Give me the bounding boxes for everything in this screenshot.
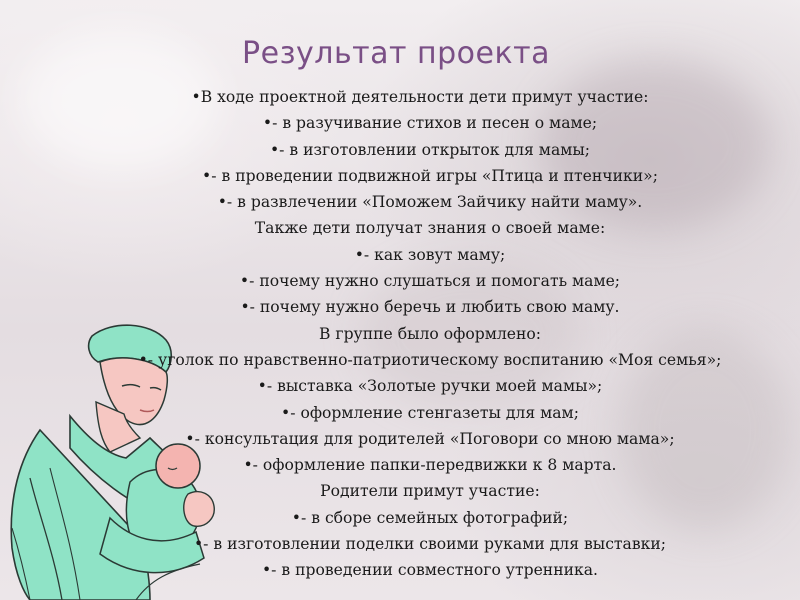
text-line: •- в разучивание стихов и песен о маме; xyxy=(262,114,598,133)
text-line: •- почему нужно беречь и любить свою маму. xyxy=(240,298,620,317)
slide-title-text: Результат проекта xyxy=(242,36,550,71)
text-line: •- консультация для родителей «Поговори со мною мама»; xyxy=(185,429,675,448)
text-line: •- выставка «Золотые ручки моей мамы»; xyxy=(257,377,603,396)
text-line: •- в проведении совместного утренника. xyxy=(261,561,598,580)
slide-body-list xyxy=(60,84,800,584)
text-line: •- в сборе семейных фотографий; xyxy=(291,508,569,527)
text-line: •- в изготовлении открыток для мамы; xyxy=(269,140,591,159)
text-line: •- в развлечении «Поможем Зайчику найти маму». xyxy=(217,193,643,212)
text-line: В группе было оформлено: xyxy=(318,324,542,343)
text-line: •- почему нужно слушаться и помогать маме; xyxy=(239,272,621,291)
text-line: •- как зовут маму; xyxy=(354,245,506,264)
text-line: •- оформление папки-передвижки к 8 марта. xyxy=(243,456,617,475)
text-line: •- в проведении подвижной игры «Птица и птенчики»; xyxy=(202,166,658,185)
text-line: •- оформление стенгазеты для мам; xyxy=(281,403,579,422)
text-line: •- уголок по нравственно-патриотическому воспитанию «Моя семья»; xyxy=(138,350,722,369)
text-line: •- в изготовлении поделки своими руками для выставки; xyxy=(193,535,667,554)
text-line: •В ходе проектной деятельности дети примут участие: xyxy=(191,88,649,106)
text-line: Также дети получат знания о своей маме: xyxy=(254,219,606,238)
slide-title xyxy=(0,36,800,71)
text-line: Родители примут участие: xyxy=(320,482,540,501)
